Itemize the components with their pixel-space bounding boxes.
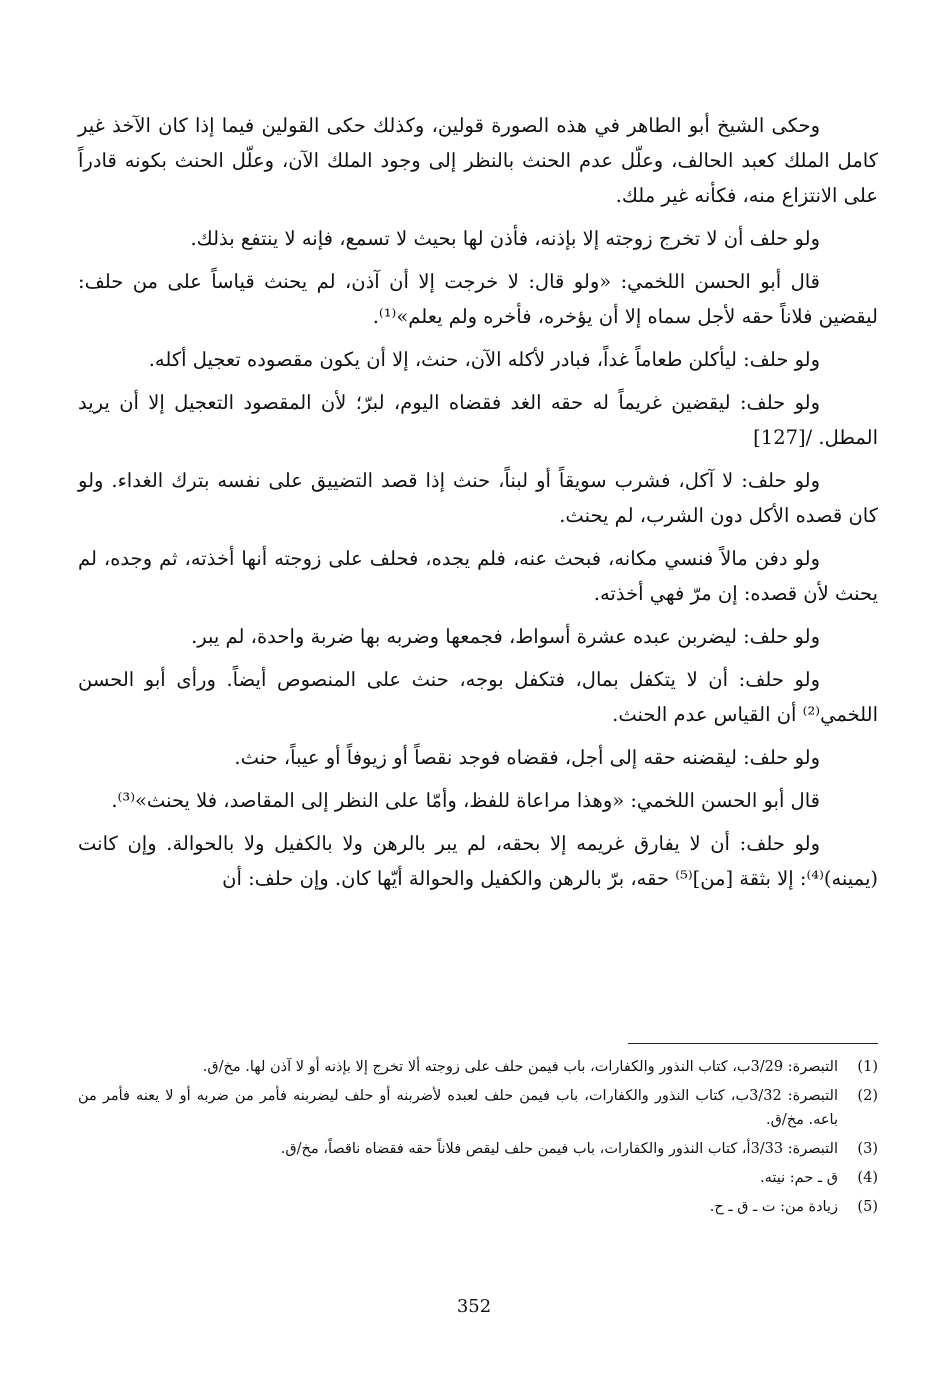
footnote [78, 1084, 878, 1132]
footnote-text: زيادة من: ت ـ ق ـ ح. [709, 1199, 838, 1215]
paragraph: قال أبو الحسن اللخمي: «ولو قال: لا خرجت إلا أن آذن، لم يحنث قياساً على من حلف: ليقضين فلاناً حقه لأجل سماه إلا أن يؤخره، فأخره ولم يعلم»⁽¹⁾. [78, 270, 878, 328]
paragraph: ولو حلف أن لا تخرج زوجته إلا بإذنه، فأذن لها بحيث لا تسمع، فإنه لا ينتفع بذلك. [190, 227, 820, 250]
footnote-number: (1) [857, 1059, 878, 1075]
footnote-number: (4) [857, 1170, 878, 1186]
paragraph: ولو حلف: ليقضين غريماً له حقه الغد فقضاه اليوم، لبرّ؛ لأن المقصود التعجيل إلا أن يريد المطل. /[127] [78, 391, 878, 449]
footnote-separator [628, 1043, 878, 1044]
main-text [78, 108, 878, 904]
footnotes [78, 1055, 878, 1224]
paragraph: ولو حلف: أن لا يفارق غريمه إلا بحقه، لم يبر بالرهن ولا بالكفيل ولا بالحوالة. وإن كانت (يمينه)⁽⁴⁾: إلا بثقة [من]⁽⁵⁾ حقه، برّ بالرهن والكفيل والحوالة أيّها كان. وإن حلف: أن [78, 832, 878, 890]
footnote-text: ق ـ حم: نيته. [760, 1170, 838, 1186]
footnote-text: التبصرة: 3/29ب، كتاب النذور والكفارات، باب فيمن حلف على زوجته ألا تخرج إلا بإذنه أو لا آذن لها. مخ/ق. [202, 1059, 838, 1075]
paragraph: وحكى الشيخ أبو الطاهر في هذه الصورة قولين، وكذلك حكى القولين فيما إذا كان الآخذ غير كامل الملك كعبد الحالف، وعلّل عدم الحنث بالنظر إلى وجود الملك الآن، وعلّل الحنث بكونه قادراً على الانتزاع منه، فكأنه غير ملك. [78, 114, 878, 207]
paragraph: ولو حلف: لا آكل، فشرب سويقاً أو لبناً، حنث إذا قصد التضييق على نفسه بترك الغداء. ولو كان قصده الأكل دون الشرب، لم يحنث. [78, 469, 878, 527]
footnote [78, 1166, 878, 1190]
paragraph: ولو دفن مالاً فنسي مكانه، فبحث عنه، فلم يجده، فحلف على زوجته أنها أخذته، ثم وجده، لم يحنث لأن قصده: إن مرّ فهي أخذته. [78, 547, 878, 605]
footnote [78, 1195, 878, 1219]
paragraph: ولو حلف: ليأكلن طعاماً غداً، فبادر لأكله الآن، حنث، إلا أن يكون مقصوده تعجيل أكله. [148, 348, 820, 371]
paragraph: ولو حلف: ليقضنه حقه إلى أجل، فقضاه فوجد نقصاً أو زيوفاً أو عيباً، حنث. [234, 746, 820, 769]
footnote-number: (3) [857, 1141, 878, 1157]
footnote-text: التبصرة: 3/32ب، كتاب النذور والكفارات، باب فيمن حلف لعبده لأضربنه أو حلف ليضربنه فأمر من ضربه أو لا يعنه فأمر من باعه. مخ/ق. [78, 1088, 838, 1128]
footnote [78, 1137, 878, 1161]
footnote [78, 1055, 878, 1079]
footnote-text: التبصرة: 3/33أ، كتاب النذور والكفارات، باب فيمن حلف ليقص فلاناً حقه فقضاه ناقصاً، مخ/ق. [280, 1141, 838, 1157]
paragraph: قال أبو الحسن اللخمي: «وهذا مراعاة للفظ، وأمّا على النظر إلى المقاصد، فلا يحنث»⁽³⁾. [111, 789, 820, 812]
footnote-number: (5) [857, 1199, 878, 1215]
footnote-number: (2) [857, 1088, 878, 1104]
paragraph: ولو حلف: أن لا يتكفل بمال، فتكفل بوجه، حنث على المنصوص أيضاً. ورأى أبو الحسن اللخمي⁽²⁾ أن القياس عدم الحنث. [78, 668, 878, 726]
page-number: 352 [456, 1296, 492, 1317]
paragraph: ولو حلف: ليضربن عبده عشرة أسواط، فجمعها وضربه بها ضربة واحدة، لم يبر. [191, 625, 820, 648]
